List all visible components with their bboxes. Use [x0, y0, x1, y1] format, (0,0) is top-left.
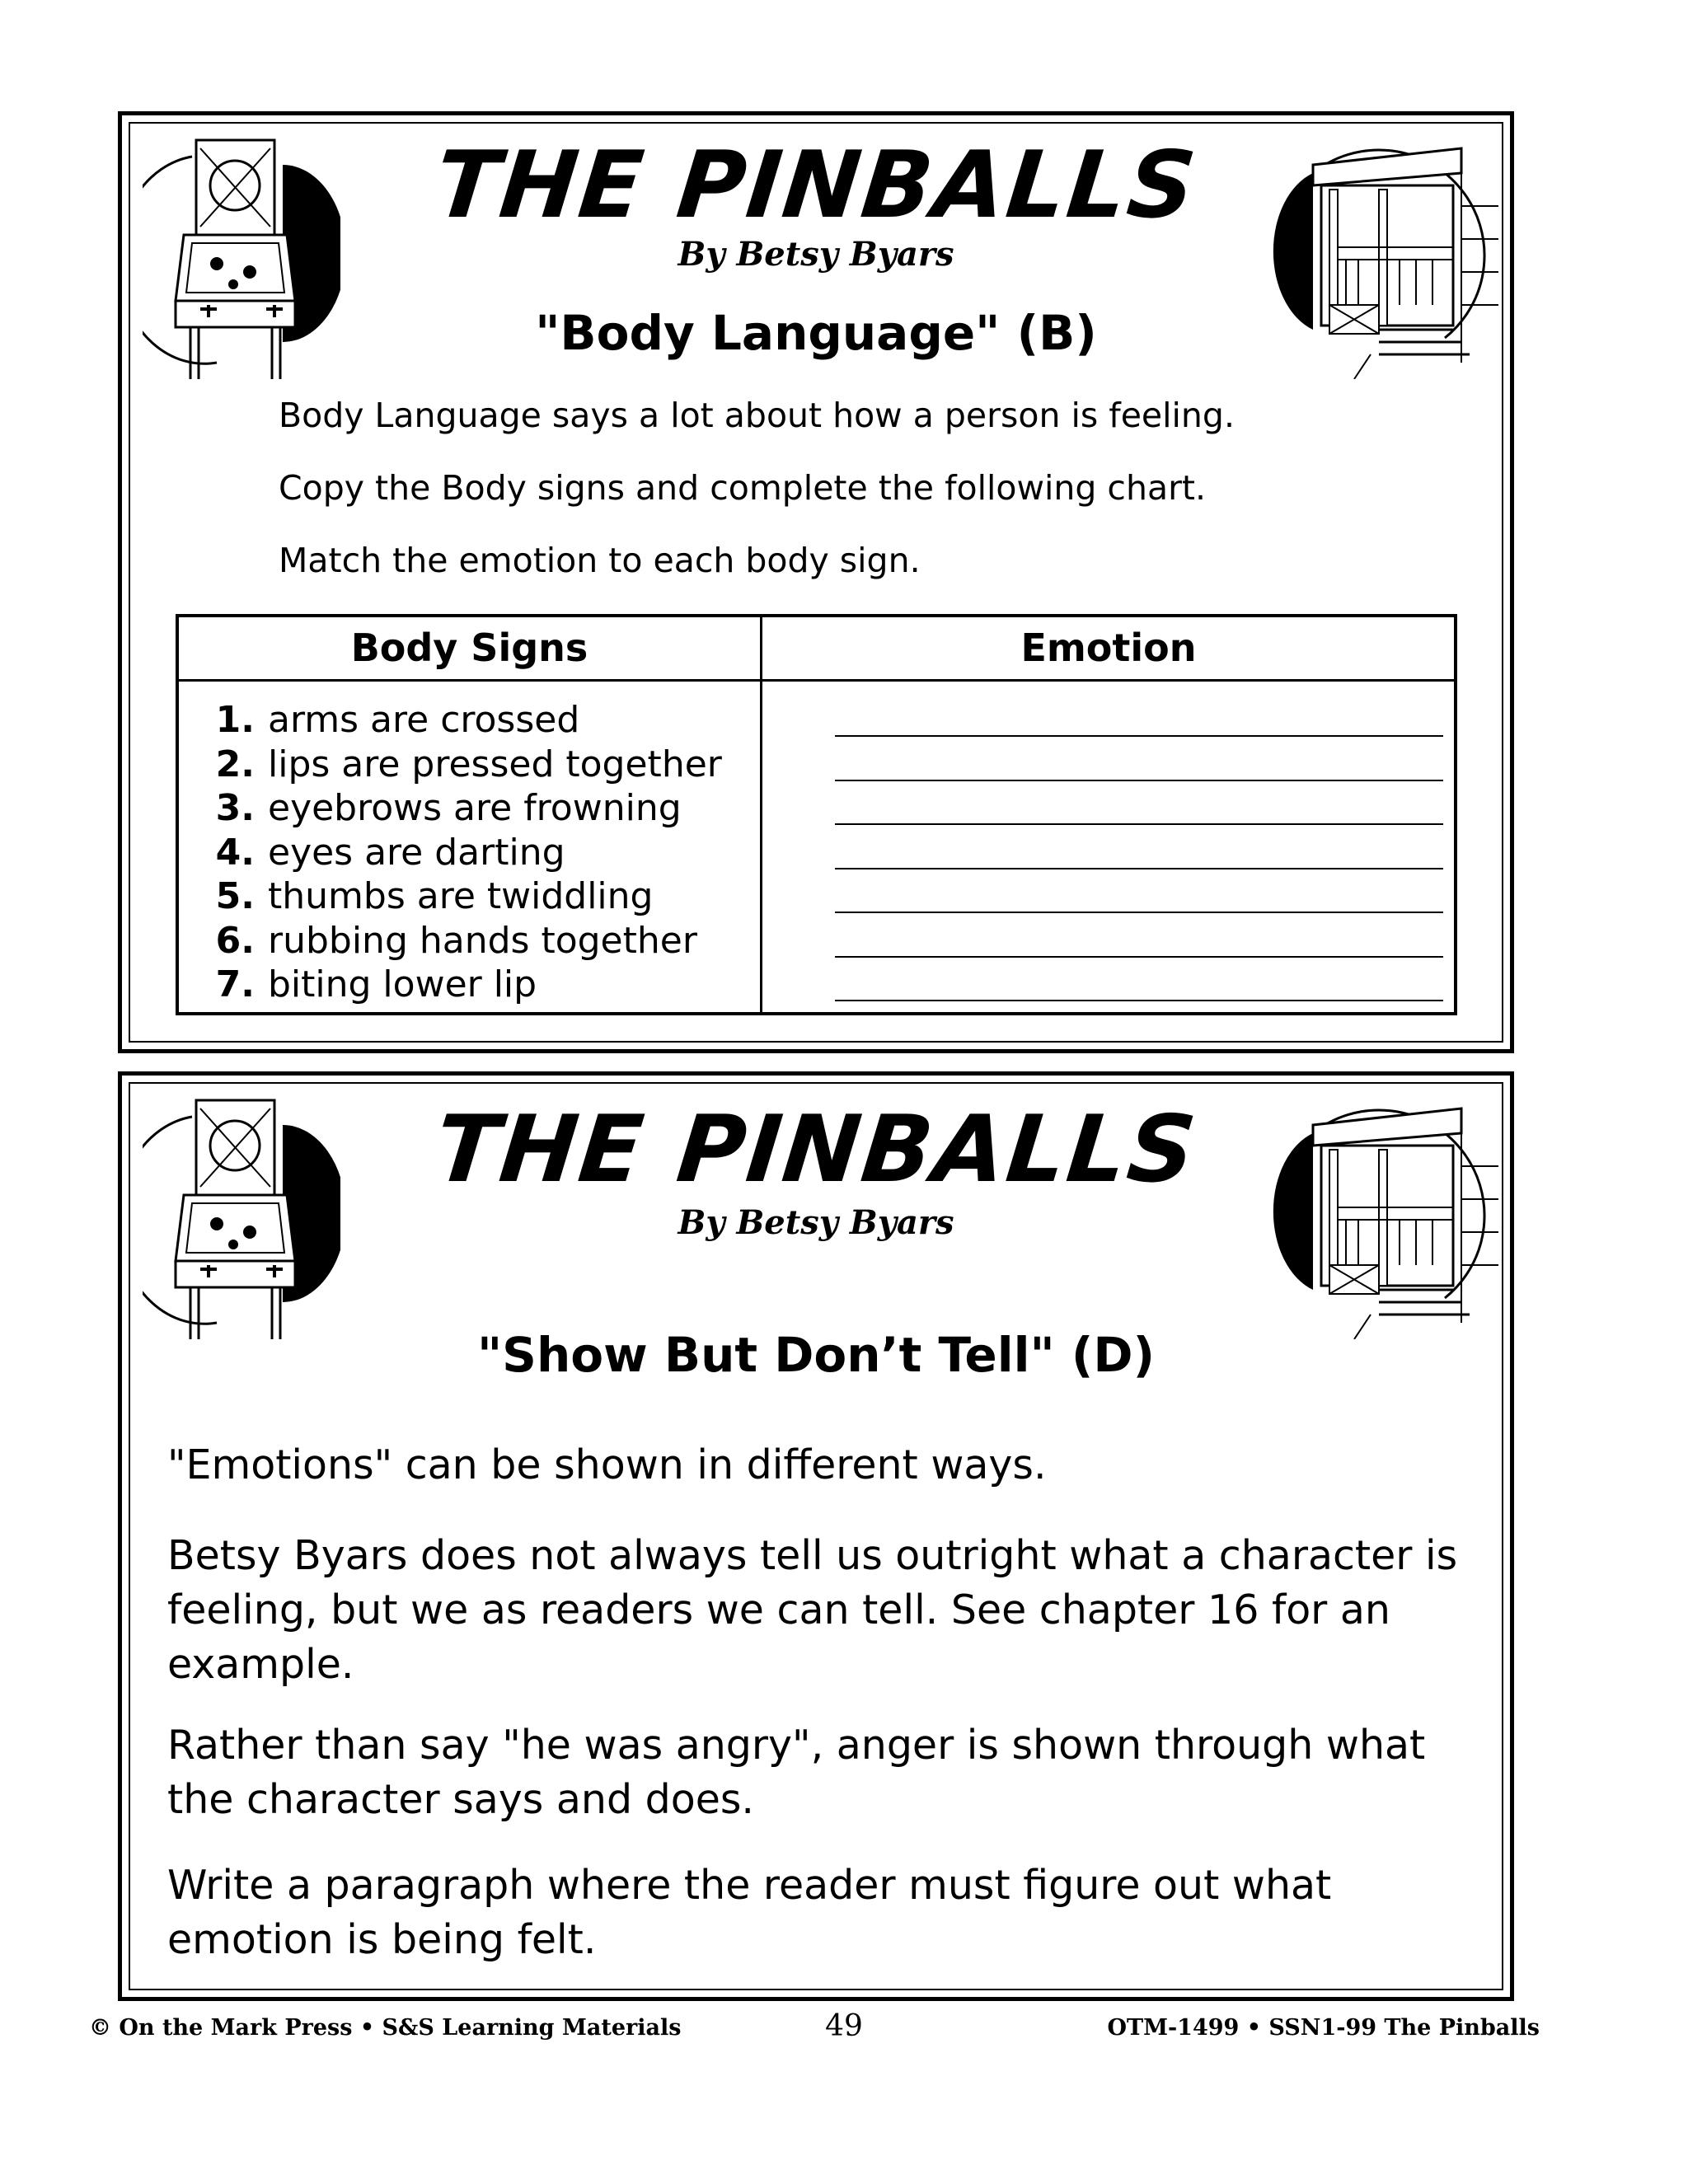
author-byline: By Betsy Byars: [678, 235, 954, 274]
emotion-answer-line[interactable]: [835, 868, 1443, 869]
emotion-answer-line[interactable]: [835, 780, 1443, 781]
list-item: [204, 786, 722, 831]
author-byline: By Betsy Byars: [678, 1203, 954, 1242]
item-number: 7.: [215, 963, 255, 1005]
emotion-answer-line[interactable]: [835, 956, 1443, 958]
body-sign-text: biting lower lip: [268, 963, 537, 1005]
list-item: [204, 743, 722, 787]
page-number: 49: [825, 2009, 863, 2043]
emotion-answer-line[interactable]: [835, 735, 1443, 737]
list-item: [204, 963, 722, 1007]
item-number: 4.: [215, 831, 255, 874]
body-sign-text: thumbs are twiddling: [268, 875, 654, 917]
body-sign-text: eyebrows are frowning: [268, 787, 682, 829]
body-paragraph: Write a paragraph where the reader must figure out what emotion is being felt.: [167, 1862, 1332, 1963]
body-signs-table: [176, 614, 1457, 1015]
item-number: 2.: [215, 743, 255, 785]
emotion-answer-line[interactable]: [835, 823, 1443, 825]
list-item: [204, 874, 722, 919]
activity-subtitle: "Body Language" (B): [535, 305, 1097, 361]
show-dont-tell-card: [118, 1071, 1514, 2001]
body-paragraph: Betsy Byars does not always tell us outright what a character is feeling, but we as readers we can tell. See chapter 16 for an example.: [167, 1532, 1458, 1688]
footer-product-code: OTM-1499 • SSN1-99 The Pinballs: [1107, 2015, 1540, 2041]
header-body-signs: Body Signs: [350, 626, 588, 670]
activity-subtitle: "Show But Don’t Tell" (D): [476, 1327, 1156, 1383]
list-item: [204, 919, 722, 963]
item-number: 6.: [215, 919, 255, 962]
instruction-line: Match the emotion to each body sign.: [279, 541, 921, 580]
footer-copyright: © On the Mark Press • S&S Learning Materials: [89, 2015, 682, 2041]
header-emotion: Emotion: [1020, 626, 1197, 670]
worksheet-title: THE PINBALLS: [429, 1096, 1203, 1203]
body-paragraph: Rather than say "he was angry", anger is shown through what the character says and does.: [167, 1722, 1426, 1823]
item-number: 3.: [215, 787, 255, 829]
body-sign-text: rubbing hands together: [268, 919, 697, 962]
instruction-line: Copy the Body signs and complete the following chart.: [279, 468, 1207, 508]
list-item: [204, 698, 722, 743]
body-sign-text: eyes are darting: [268, 831, 565, 874]
body-signs-list: [204, 698, 722, 1007]
item-number: 5.: [215, 875, 255, 917]
worksheet-title: THE PINBALLS: [429, 132, 1203, 239]
body-paragraph: "Emotions" can be shown in different ways.: [167, 1441, 1047, 1488]
body-language-card: [118, 111, 1514, 1053]
emotion-answer-line[interactable]: [835, 912, 1443, 913]
list-item: [204, 831, 722, 875]
header-divider: [179, 679, 1454, 682]
column-divider: [760, 617, 762, 1012]
instruction-line: Body Language says a lot about how a person is feeling.: [279, 396, 1235, 435]
body-sign-text: lips are pressed together: [268, 743, 722, 785]
body-sign-text: arms are crossed: [268, 699, 580, 741]
item-number: 1.: [215, 699, 255, 741]
emotion-answer-line[interactable]: [835, 1000, 1443, 1001]
